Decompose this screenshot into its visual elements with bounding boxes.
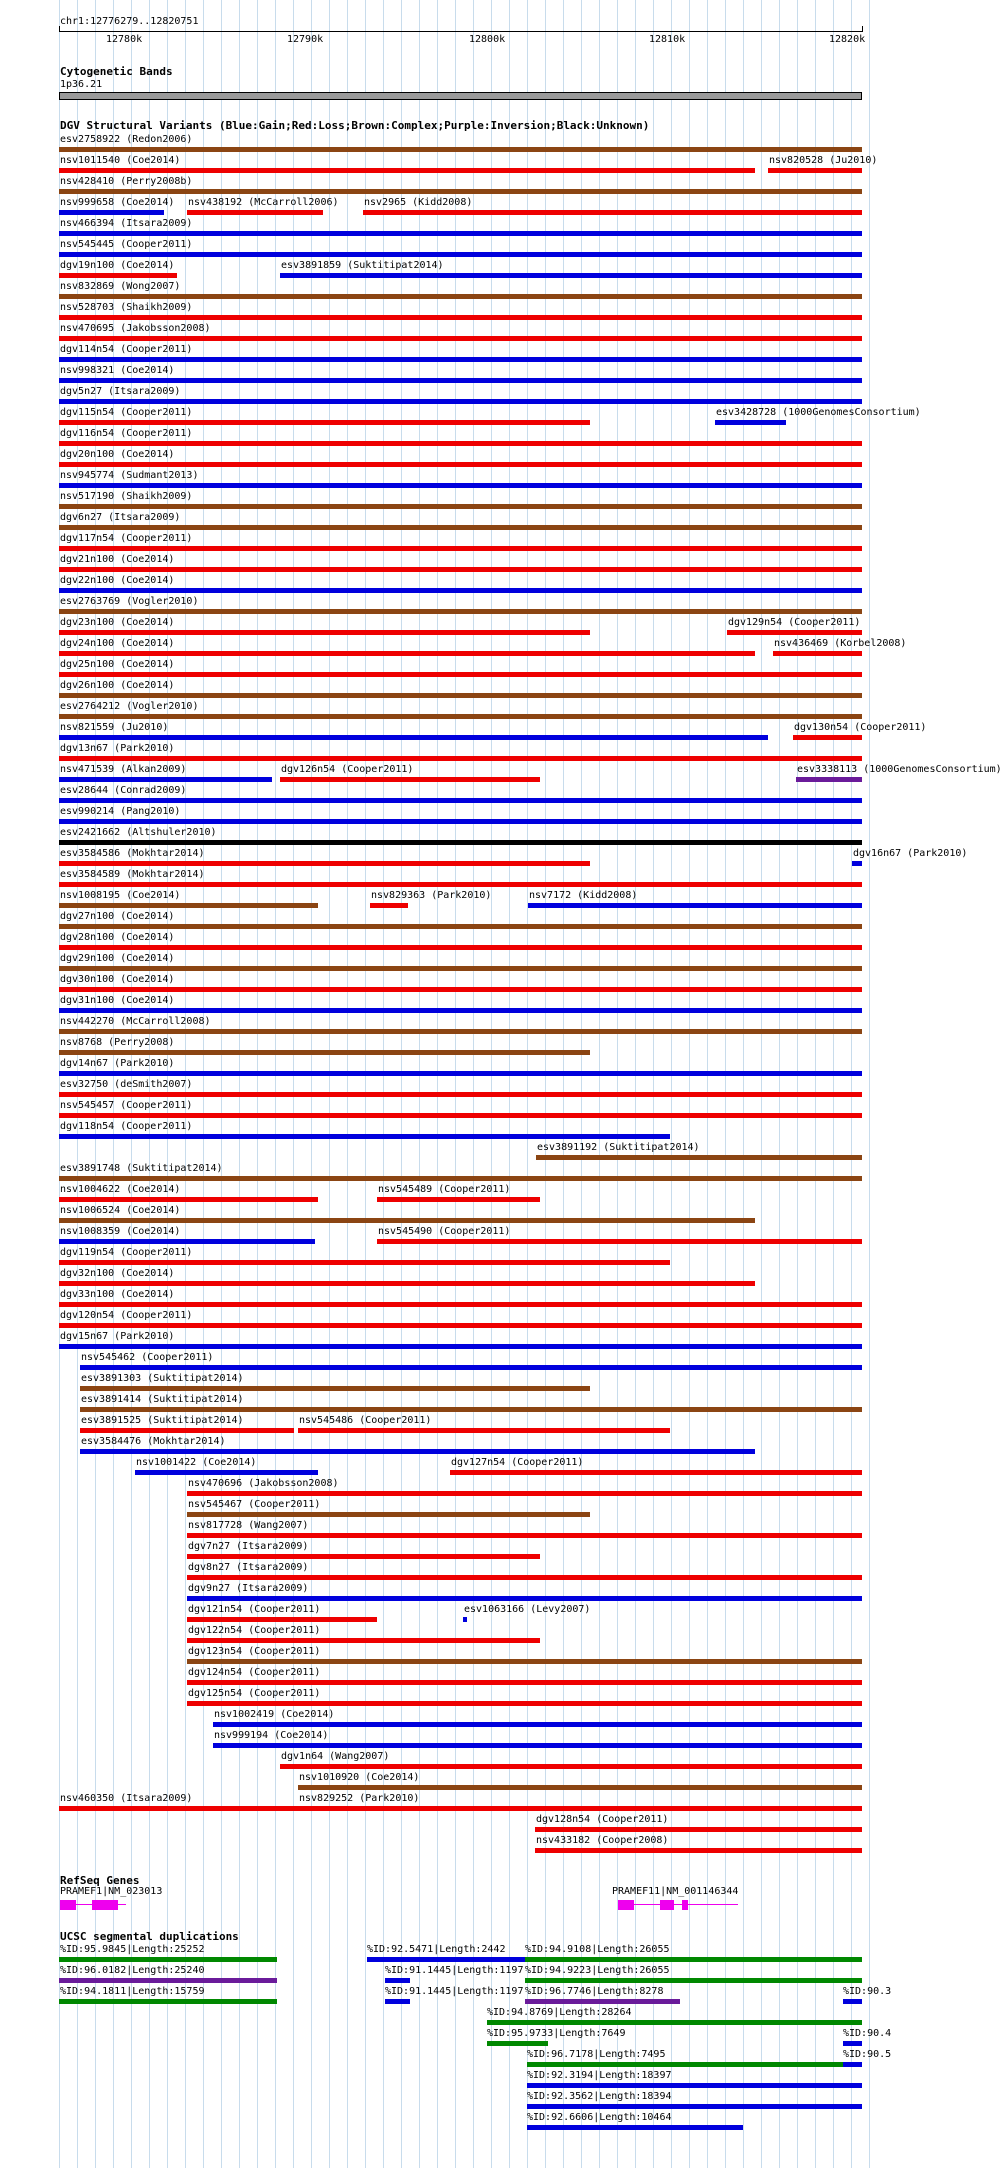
sv-label: dgv128n54 (Cooper2011) xyxy=(536,1814,669,1825)
sv-label: nsv945774 (Sudmant2013) xyxy=(60,470,199,481)
segdup-label: %ID:92.3194|Length:18397 xyxy=(527,2070,672,2081)
grid-line xyxy=(815,0,816,2168)
refseq-track-title: RefSeq Genes xyxy=(60,1874,140,1887)
segdup-label: %ID:91.1445|Length:1197 xyxy=(385,1965,524,1976)
sv-bar[interactable] xyxy=(213,1722,862,1727)
segdup-bar[interactable] xyxy=(59,1978,277,1983)
segdup-bar[interactable] xyxy=(843,2062,862,2067)
grid-line xyxy=(509,0,510,2168)
sv-label: dgv117n54 (Cooper2011) xyxy=(60,533,193,544)
segdup-label: %ID:92.6606|Length:10464 xyxy=(527,2112,672,2123)
sv-bar[interactable] xyxy=(59,1239,315,1244)
sv-label: dgv7n27 (Itsara2009) xyxy=(188,1541,309,1552)
segdup-label: %ID:92.3562|Length:18394 xyxy=(527,2091,672,2102)
exon-block[interactable] xyxy=(60,1900,76,1910)
scale-label-5: 12820k xyxy=(829,34,866,45)
sv-label: esv3338113 (1000GenomesConsortium) xyxy=(797,764,1002,775)
sv-label: nsv1006524 (Coe2014) xyxy=(60,1205,181,1216)
sv-bar[interactable] xyxy=(59,1218,755,1223)
exon-block[interactable] xyxy=(682,1900,688,1910)
sv-label: esv3891525 (Suktitipat2014) xyxy=(81,1415,244,1426)
sv-bar[interactable] xyxy=(187,1638,540,1643)
sv-bar[interactable] xyxy=(59,987,862,992)
exon-block[interactable] xyxy=(618,1900,634,1910)
scale-label-4: 12810k xyxy=(649,34,686,45)
sv-label: nsv7172 (Kidd2008) xyxy=(529,890,638,901)
sv-bar[interactable] xyxy=(59,1806,862,1811)
sv-bar[interactable] xyxy=(773,651,862,656)
sv-bar[interactable] xyxy=(59,273,177,278)
sv-label: nsv545490 (Cooper2011) xyxy=(378,1226,511,1237)
sv-label: nsv545489 (Cooper2011) xyxy=(378,1184,511,1195)
segdup-bar[interactable] xyxy=(525,1999,680,2004)
sv-label: esv2758922 (Redon2006) xyxy=(60,134,193,145)
sv-label: dgv123n54 (Cooper2011) xyxy=(188,1646,321,1657)
sv-bar[interactable] xyxy=(59,735,768,740)
sv-bar[interactable] xyxy=(59,1302,862,1307)
sv-label: nsv1008195 (Coe2014) xyxy=(60,890,181,901)
sv-label: dgv127n54 (Cooper2011) xyxy=(451,1457,584,1468)
sv-bar[interactable] xyxy=(768,168,862,173)
scale-label-1: 12780k xyxy=(106,34,143,45)
cytoband-title: Cytogenetic Bands xyxy=(60,65,173,78)
grid-line xyxy=(689,0,690,2168)
cytoband-bar[interactable] xyxy=(59,92,862,100)
grid-line xyxy=(221,0,222,2168)
sv-bar[interactable] xyxy=(59,840,862,845)
sv-bar[interactable] xyxy=(59,1323,862,1328)
sv-label: esv3891859 (Suktitipat2014) xyxy=(281,260,444,271)
sv-bar[interactable] xyxy=(59,378,862,383)
sv-label: dgv33n100 (Coe2014) xyxy=(60,1289,175,1300)
sv-label: esv28644 (Conrad2009) xyxy=(60,785,187,796)
segdup-bar[interactable] xyxy=(59,1999,277,2004)
sv-label: dgv114n54 (Cooper2011) xyxy=(60,344,193,355)
segdup-label: %ID:94.9108|Length:26055 xyxy=(525,1944,670,1955)
sv-label: dgv30n100 (Coe2014) xyxy=(60,974,175,985)
sv-label: nsv545457 (Cooper2011) xyxy=(60,1100,193,1111)
sv-bar[interactable] xyxy=(535,1827,862,1832)
sv-label: nsv433182 (Cooper2008) xyxy=(536,1835,669,1846)
segdup-bar[interactable] xyxy=(525,1978,862,1983)
sv-bar[interactable] xyxy=(59,672,862,677)
grid-line xyxy=(293,0,294,2168)
coordinate-label: chr1:12776279..12820751 xyxy=(60,16,199,27)
sv-bar[interactable] xyxy=(187,210,323,215)
sv-bar[interactable] xyxy=(377,1239,862,1244)
grid-line xyxy=(833,0,834,2168)
sv-bar[interactable] xyxy=(59,630,590,635)
sv-label: esv3584476 (Mokhtar2014) xyxy=(81,1436,226,1447)
sv-bar[interactable] xyxy=(59,231,862,236)
sv-label: nsv460350 (Itsara2009) xyxy=(60,1793,193,1804)
segdup-label: %ID:96.7746|Length:8278 xyxy=(525,1986,664,1997)
sv-bar[interactable] xyxy=(59,1281,755,1286)
sv-label: dgv9n27 (Itsara2009) xyxy=(188,1583,309,1594)
sv-label: dgv23n100 (Coe2014) xyxy=(60,617,175,628)
sv-label: dgv27n100 (Coe2014) xyxy=(60,911,175,922)
sv-label: dgv129n54 (Cooper2011) xyxy=(728,617,861,628)
sv-bar[interactable] xyxy=(59,462,862,467)
sv-bar[interactable] xyxy=(59,399,862,404)
sv-bar[interactable] xyxy=(59,567,862,572)
sv-bar[interactable] xyxy=(528,903,862,908)
sv-label: dgv15n67 (Park2010) xyxy=(60,1331,175,1342)
sv-bar[interactable] xyxy=(536,1155,862,1160)
sv-label: nsv470695 (Jakobsson2008) xyxy=(60,323,211,334)
segdup-label: %ID:91.1445|Length:1197 xyxy=(385,1986,524,1997)
grid-line xyxy=(275,0,276,2168)
scale-ruler xyxy=(59,31,862,32)
sv-label: dgv28n100 (Coe2014) xyxy=(60,932,175,943)
sv-label: nsv821559 (Ju2010) xyxy=(60,722,169,733)
sv-label: dgv121n54 (Cooper2011) xyxy=(188,1604,321,1615)
sv-bar[interactable] xyxy=(793,735,862,740)
segdup-label: %ID:90.4 xyxy=(843,2028,892,2039)
sv-bar[interactable] xyxy=(59,777,272,782)
sv-label: dgv13n67 (Park2010) xyxy=(60,743,175,754)
grid-line xyxy=(743,0,744,2168)
sv-label: nsv545467 (Cooper2011) xyxy=(188,1499,321,1510)
sv-bar[interactable] xyxy=(59,357,862,362)
sv-bar[interactable] xyxy=(80,1428,294,1433)
sv-bar[interactable] xyxy=(59,336,862,341)
sv-label: dgv20n100 (Coe2014) xyxy=(60,449,175,460)
sv-label: nsv466394 (Itsara2009) xyxy=(60,218,193,229)
segdup-label: %ID:96.7178|Length:7495 xyxy=(527,2049,666,2060)
sv-bar[interactable] xyxy=(59,1344,862,1349)
sv-label: esv990214 (Pang2010) xyxy=(60,806,181,817)
segdup-label: %ID:95.9733|Length:7649 xyxy=(487,2028,626,2039)
sv-bar[interactable] xyxy=(59,924,862,929)
sv-bar[interactable] xyxy=(59,1260,670,1265)
sv-bar[interactable] xyxy=(59,966,862,971)
sv-label: dgv1n64 (Wang2007) xyxy=(281,1751,390,1762)
sv-bar[interactable] xyxy=(213,1743,862,1748)
sv-bar[interactable] xyxy=(298,1785,862,1790)
exon-block[interactable] xyxy=(660,1900,674,1910)
sv-label: esv3891192 (Suktitipat2014) xyxy=(537,1142,700,1153)
sv-label: nsv2965 (Kidd2008) xyxy=(364,197,473,208)
sv-label: esv3584589 (Mokhtar2014) xyxy=(60,869,205,880)
segdup-bar[interactable] xyxy=(527,2104,862,2109)
sv-label: nsv8768 (Perry2008) xyxy=(60,1037,175,1048)
segdup-label: %ID:95.9845|Length:25252 xyxy=(60,1944,205,1955)
sv-bar[interactable] xyxy=(187,1596,862,1601)
segdup-label: %ID:90.5 xyxy=(843,2049,892,2060)
sv-bar[interactable] xyxy=(187,1659,862,1664)
sv-label: dgv125n54 (Cooper2011) xyxy=(188,1688,321,1699)
sv-bar[interactable] xyxy=(59,210,164,215)
intron-line xyxy=(618,1904,738,1905)
sv-bar[interactable] xyxy=(59,1176,862,1181)
sv-label: nsv442270 (McCarroll2008) xyxy=(60,1016,211,1027)
segdup-label: %ID:92.5471|Length:2442 xyxy=(367,1944,506,1955)
segdup-label: %ID:94.8769|Length:28264 xyxy=(487,2007,632,2018)
sv-label: dgv14n67 (Park2010) xyxy=(60,1058,175,1069)
sv-bar[interactable] xyxy=(59,1092,862,1097)
sv-bar[interactable] xyxy=(59,294,862,299)
grid-line xyxy=(239,0,240,2168)
grid-line xyxy=(779,0,780,2168)
sv-bar[interactable] xyxy=(59,861,590,866)
sv-label: nsv817728 (Wang2007) xyxy=(188,1520,309,1531)
sv-bar[interactable] xyxy=(59,693,862,698)
sv-label: nsv998321 (Coe2014) xyxy=(60,365,175,376)
scale-label-3: 12800k xyxy=(469,34,506,45)
exon-block[interactable] xyxy=(112,1900,118,1910)
sv-label: nsv829363 (Park2010) xyxy=(371,890,492,901)
sv-label: nsv999658 (Coe2014) xyxy=(60,197,175,208)
sv-bar[interactable] xyxy=(59,420,590,425)
intron-line xyxy=(60,1904,126,1905)
sv-bar[interactable] xyxy=(187,1554,540,1559)
segdup-label: %ID:90.3 xyxy=(843,1986,892,1997)
sv-bar[interactable] xyxy=(59,315,862,320)
sv-label: nsv1001422 (Coe2014) xyxy=(136,1457,257,1468)
sv-label: dgv130n54 (Cooper2011) xyxy=(794,722,927,733)
grid-line xyxy=(851,0,852,2168)
sv-bar[interactable] xyxy=(280,273,862,278)
scale-tick xyxy=(862,26,863,32)
sv-label: nsv436469 (Korbel2008) xyxy=(774,638,907,649)
scale-tick xyxy=(59,26,60,32)
sv-bar[interactable] xyxy=(377,1197,540,1202)
sv-bar[interactable] xyxy=(59,1050,590,1055)
sv-label: nsv428410 (Perry2008b) xyxy=(60,176,193,187)
sv-label: nsv820528 (Ju2010) xyxy=(769,155,878,166)
sv-label: esv3428728 (1000GenomesConsortium) xyxy=(716,407,921,418)
sv-bar[interactable] xyxy=(59,168,755,173)
sv-label: dgv21n100 (Coe2014) xyxy=(60,554,175,565)
sv-label: dgv118n54 (Cooper2011) xyxy=(60,1121,193,1132)
segdup-track-title: UCSC segmental duplications xyxy=(60,1930,239,1943)
segdup-label: %ID:94.9223|Length:26055 xyxy=(525,1965,670,1976)
sv-bar[interactable] xyxy=(59,1008,862,1013)
sv-label: nsv1002419 (Coe2014) xyxy=(214,1709,335,1720)
sv-bar[interactable] xyxy=(59,903,318,908)
sv-bar[interactable] xyxy=(535,1848,862,1853)
sv-bar[interactable] xyxy=(187,1533,862,1538)
sv-bar[interactable] xyxy=(796,777,862,782)
grid-line xyxy=(671,0,672,2168)
grid-line xyxy=(347,0,348,2168)
sv-bar[interactable] xyxy=(59,1197,318,1202)
sv-label: dgv124n54 (Cooper2011) xyxy=(188,1667,321,1678)
sv-label: dgv122n54 (Cooper2011) xyxy=(188,1625,321,1636)
sv-bar[interactable] xyxy=(280,777,540,782)
sv-label: dgv120n54 (Cooper2011) xyxy=(60,1310,193,1321)
sv-bar[interactable] xyxy=(80,1449,755,1454)
sv-label: esv3891414 (Suktitipat2014) xyxy=(81,1394,244,1405)
sv-bar[interactable] xyxy=(59,1113,862,1118)
gene-label-pramef1[interactable]: PRAMEF1|NM_023013 xyxy=(60,1886,163,1897)
sv-bar[interactable] xyxy=(59,819,862,824)
sv-bar[interactable] xyxy=(59,798,862,803)
grid-line xyxy=(761,0,762,2168)
grid-line xyxy=(437,0,438,2168)
sv-bar[interactable] xyxy=(187,1617,377,1622)
sv-bar[interactable] xyxy=(852,861,862,866)
grid-line xyxy=(455,0,456,2168)
sv-bar[interactable] xyxy=(59,441,862,446)
sv-label: nsv528703 (Shaikh2009) xyxy=(60,302,193,313)
grid-line xyxy=(797,0,798,2168)
sv-label: nsv545445 (Cooper2011) xyxy=(60,239,193,250)
sv-label: dgv31n100 (Coe2014) xyxy=(60,995,175,1006)
scale-label-2: 12790k xyxy=(287,34,324,45)
sv-label: nsv545462 (Cooper2011) xyxy=(81,1352,214,1363)
sv-label: dgv29n100 (Coe2014) xyxy=(60,953,175,964)
grid-line xyxy=(311,0,312,2168)
sv-bar[interactable] xyxy=(59,483,862,488)
sv-bar[interactable] xyxy=(80,1365,862,1370)
segdup-label: %ID:96.0182|Length:25240 xyxy=(60,1965,205,1976)
sv-label: esv2421662 (Altshuler2010) xyxy=(60,827,217,838)
sv-bar[interactable] xyxy=(59,147,862,152)
sv-label: dgv5n27 (Itsara2009) xyxy=(60,386,181,397)
sv-bar[interactable] xyxy=(370,903,408,908)
cytoband-label: 1p36.21 xyxy=(60,79,103,90)
sv-bar[interactable] xyxy=(59,252,862,257)
segdup-bar[interactable] xyxy=(385,1999,410,2004)
sv-bar[interactable] xyxy=(187,1680,862,1685)
sv-label: esv32750 (deSmith2007) xyxy=(60,1079,193,1090)
sv-bar[interactable] xyxy=(187,1701,862,1706)
sv-label: nsv1008359 (Coe2014) xyxy=(60,1226,181,1237)
sv-label: nsv1011540 (Coe2014) xyxy=(60,155,181,166)
sv-label: dgv25n100 (Coe2014) xyxy=(60,659,175,670)
grid-line xyxy=(383,0,384,2168)
sv-bar[interactable] xyxy=(59,714,862,719)
gene-label-pramef11[interactable]: PRAMEF11|NM_001146344 xyxy=(612,1886,739,1897)
sv-bar[interactable] xyxy=(59,882,862,887)
segdup-bar[interactable] xyxy=(525,1957,862,1962)
sv-bar[interactable] xyxy=(59,651,755,656)
sv-bar[interactable] xyxy=(187,1575,862,1580)
segdup-bar[interactable] xyxy=(487,2020,862,2025)
sv-bar[interactable] xyxy=(463,1617,467,1622)
sv-bar[interactable] xyxy=(727,630,862,635)
sv-label: nsv1004622 (Coe2014) xyxy=(60,1184,181,1195)
sv-label: dgv22n100 (Coe2014) xyxy=(60,575,175,586)
grid-line xyxy=(329,0,330,2168)
sv-label: dgv6n27 (Itsara2009) xyxy=(60,512,181,523)
sv-label: nsv470696 (Jakobsson2008) xyxy=(188,1478,339,1489)
sv-label: esv3891748 (Suktitipat2014) xyxy=(60,1163,223,1174)
sv-bar[interactable] xyxy=(59,609,862,614)
sv-label: nsv471539 (Alkan2009) xyxy=(60,764,187,775)
grid-line xyxy=(257,0,258,2168)
grid-line xyxy=(491,0,492,2168)
segdup-bar[interactable] xyxy=(843,1999,862,2004)
segdup-bar[interactable] xyxy=(843,2041,862,2046)
sv-bar[interactable] xyxy=(59,1029,862,1034)
sv-bar[interactable] xyxy=(450,1470,862,1475)
sv-label: nsv832869 (Wong2007) xyxy=(60,281,181,292)
sv-label: nsv517190 (Shaikh2009) xyxy=(60,491,193,502)
sv-label: nsv999194 (Coe2014) xyxy=(214,1730,329,1741)
sv-label: esv2763769 (Vogler2010) xyxy=(60,596,199,607)
sv-label: dgv19n100 (Coe2014) xyxy=(60,260,175,271)
sv-bar[interactable] xyxy=(363,210,862,215)
sv-bar[interactable] xyxy=(298,1428,670,1433)
sv-bar[interactable] xyxy=(135,1470,318,1475)
sv-bar[interactable] xyxy=(59,588,862,593)
grid-line xyxy=(401,0,402,2168)
grid-line xyxy=(869,0,870,2168)
sv-label: esv3584586 (Mokhtar2014) xyxy=(60,848,205,859)
sv-bar[interactable] xyxy=(59,189,862,194)
segdup-bar[interactable] xyxy=(527,2083,862,2088)
sv-bar[interactable] xyxy=(187,1491,862,1496)
sv-label: esv3891303 (Suktitipat2014) xyxy=(81,1373,244,1384)
sv-bar[interactable] xyxy=(715,420,786,425)
sv-label: dgv32n100 (Coe2014) xyxy=(60,1268,175,1279)
segdup-bar[interactable] xyxy=(487,2041,548,2046)
sv-bar[interactable] xyxy=(59,504,862,509)
grid-line xyxy=(365,0,366,2168)
segdup-bar[interactable] xyxy=(59,1957,277,1962)
sv-bar[interactable] xyxy=(59,1134,670,1139)
sv-bar[interactable] xyxy=(59,546,862,551)
sv-label: dgv116n54 (Cooper2011) xyxy=(60,428,193,439)
sv-label: dgv24n100 (Coe2014) xyxy=(60,638,175,649)
sv-bar[interactable] xyxy=(80,1386,590,1391)
sv-label: nsv438192 (McCarroll2006) xyxy=(188,197,339,208)
sv-label: esv1063166 (Levy2007) xyxy=(464,1604,591,1615)
sv-label: dgv8n27 (Itsara2009) xyxy=(188,1562,309,1573)
segdup-bar[interactable] xyxy=(385,1978,410,1983)
sv-bar[interactable] xyxy=(187,1512,590,1517)
segdup-label: %ID:94.1811|Length:15759 xyxy=(60,1986,205,1997)
dgv-track-title: DGV Structural Variants (Blue:Gain;Red:Loss;Brown:Complex;Purple:Inversion;Black:Unknown) xyxy=(60,119,650,132)
sv-label: dgv26n100 (Coe2014) xyxy=(60,680,175,691)
sv-bar[interactable] xyxy=(59,1071,862,1076)
sv-label: nsv545486 (Cooper2011) xyxy=(299,1415,432,1426)
grid-line xyxy=(527,0,528,2168)
sv-label: dgv115n54 (Cooper2011) xyxy=(60,407,193,418)
grid-line xyxy=(725,0,726,2168)
grid-line xyxy=(707,0,708,2168)
sv-label: dgv16n67 (Park2010) xyxy=(853,848,968,859)
grid-line xyxy=(419,0,420,2168)
sv-label: dgv119n54 (Cooper2011) xyxy=(60,1247,193,1258)
sv-label: nsv1010920 (Coe2014) xyxy=(299,1772,420,1783)
sv-bar[interactable] xyxy=(59,945,862,950)
segdup-bar[interactable] xyxy=(527,2062,862,2067)
sv-label: dgv126n54 (Cooper2011) xyxy=(281,764,414,775)
sv-bar[interactable] xyxy=(280,1764,862,1769)
sv-bar[interactable] xyxy=(80,1407,862,1412)
sv-label: esv2764212 (Vogler2010) xyxy=(60,701,199,712)
grid-line xyxy=(473,0,474,2168)
sv-bar[interactable] xyxy=(59,756,862,761)
sv-label: nsv829252 (Park2010) xyxy=(299,1793,420,1804)
sv-bar[interactable] xyxy=(59,525,862,530)
segdup-bar[interactable] xyxy=(527,2125,743,2130)
